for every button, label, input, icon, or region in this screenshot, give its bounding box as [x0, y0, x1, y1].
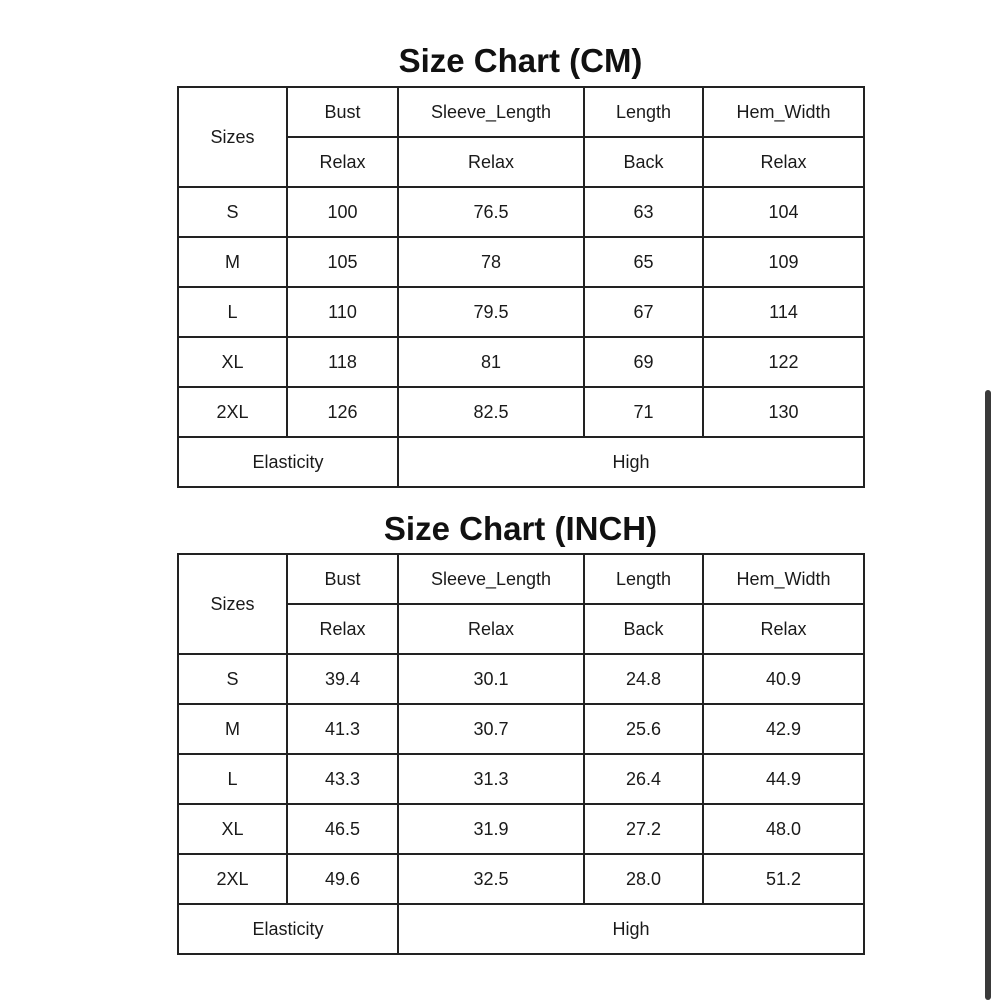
length-cell: 67: [584, 287, 703, 337]
subheader-hem-width: Relax: [703, 137, 864, 187]
length-cell: 71: [584, 387, 703, 437]
size-cell: L: [178, 754, 287, 804]
hem-width-cell: 130: [703, 387, 864, 437]
length-cell: 25.6: [584, 704, 703, 754]
subheader-bust: Relax: [287, 604, 398, 654]
size-cell: M: [178, 704, 287, 754]
hem-width-cell: 51.2: [703, 854, 864, 904]
size-chart-inch-table: [177, 553, 865, 955]
size-chart-cm-title: Size Chart (CM): [398, 42, 643, 79]
sleeve-length-cell: 76.5: [398, 187, 584, 237]
bust-cell: 100: [287, 187, 398, 237]
table-row: [178, 704, 864, 754]
hem-width-cell: 122: [703, 337, 864, 387]
bust-cell: 126: [287, 387, 398, 437]
header-sizes: Sizes: [178, 554, 287, 654]
header-hem-width: Hem_Width: [703, 554, 864, 604]
bust-cell: 105: [287, 237, 398, 287]
size-cell: L: [178, 287, 287, 337]
sleeve-length-cell: 31.3: [398, 754, 584, 804]
header-sleeve-length: Sleeve_Length: [398, 554, 584, 604]
subheader-bust: Relax: [287, 137, 398, 187]
sleeve-length-cell: 30.1: [398, 654, 584, 704]
size-cell: XL: [178, 337, 287, 387]
subheader-sleeve-length: Relax: [398, 604, 584, 654]
bust-cell: 49.6: [287, 854, 398, 904]
table-row: [178, 387, 864, 437]
vertical-scrollbar[interactable]: [985, 390, 991, 1000]
header-row: [178, 554, 864, 604]
header-bust: Bust: [287, 87, 398, 137]
hem-width-cell: 109: [703, 237, 864, 287]
table-row: [178, 804, 864, 854]
subheader-length: Back: [584, 604, 703, 654]
length-cell: 69: [584, 337, 703, 387]
header-sleeve-length: Sleeve_Length: [398, 87, 584, 137]
elasticity-label: Elasticity: [178, 437, 398, 487]
sleeve-length-cell: 30.7: [398, 704, 584, 754]
elasticity-row: [178, 904, 864, 954]
hem-width-cell: 48.0: [703, 804, 864, 854]
hem-width-cell: 44.9: [703, 754, 864, 804]
sleeve-length-cell: 82.5: [398, 387, 584, 437]
size-chart-cm-table: [177, 86, 865, 488]
header-length: Length: [584, 554, 703, 604]
sleeve-length-cell: 31.9: [398, 804, 584, 854]
hem-width-cell: 40.9: [703, 654, 864, 704]
length-cell: 63: [584, 187, 703, 237]
elasticity-value: High: [398, 904, 864, 954]
size-cell: XL: [178, 804, 287, 854]
length-cell: 24.8: [584, 654, 703, 704]
size-cell: S: [178, 187, 287, 237]
size-cell: M: [178, 237, 287, 287]
sleeve-length-cell: 81: [398, 337, 584, 387]
table-row: [178, 187, 864, 237]
length-cell: 26.4: [584, 754, 703, 804]
elasticity-value: High: [398, 437, 864, 487]
table-row: [178, 287, 864, 337]
table-row: [178, 754, 864, 804]
header-row: [178, 87, 864, 137]
header-length: Length: [584, 87, 703, 137]
hem-width-cell: 104: [703, 187, 864, 237]
sleeve-length-cell: 78: [398, 237, 584, 287]
header-bust: Bust: [287, 554, 398, 604]
header-sizes: Sizes: [178, 87, 287, 187]
sleeve-length-cell: 32.5: [398, 854, 584, 904]
subheader-hem-width: Relax: [703, 604, 864, 654]
table-row: [178, 237, 864, 287]
table-row: [178, 654, 864, 704]
hem-width-cell: 42.9: [703, 704, 864, 754]
bust-cell: 46.5: [287, 804, 398, 854]
elasticity-row: [178, 437, 864, 487]
sleeve-length-cell: 79.5: [398, 287, 584, 337]
size-cell: S: [178, 654, 287, 704]
subheader-length: Back: [584, 137, 703, 187]
size-chart-inch-title: Size Chart (INCH): [383, 510, 658, 547]
length-cell: 65: [584, 237, 703, 287]
subheader-sleeve-length: Relax: [398, 137, 584, 187]
size-cell: 2XL: [178, 387, 287, 437]
bust-cell: 43.3: [287, 754, 398, 804]
bust-cell: 41.3: [287, 704, 398, 754]
hem-width-cell: 114: [703, 287, 864, 337]
size-cell: 2XL: [178, 854, 287, 904]
length-cell: 27.2: [584, 804, 703, 854]
header-hem-width: Hem_Width: [703, 87, 864, 137]
table-row: [178, 337, 864, 387]
table-row: [178, 854, 864, 904]
bust-cell: 110: [287, 287, 398, 337]
elasticity-label: Elasticity: [178, 904, 398, 954]
bust-cell: 118: [287, 337, 398, 387]
length-cell: 28.0: [584, 854, 703, 904]
bust-cell: 39.4: [287, 654, 398, 704]
